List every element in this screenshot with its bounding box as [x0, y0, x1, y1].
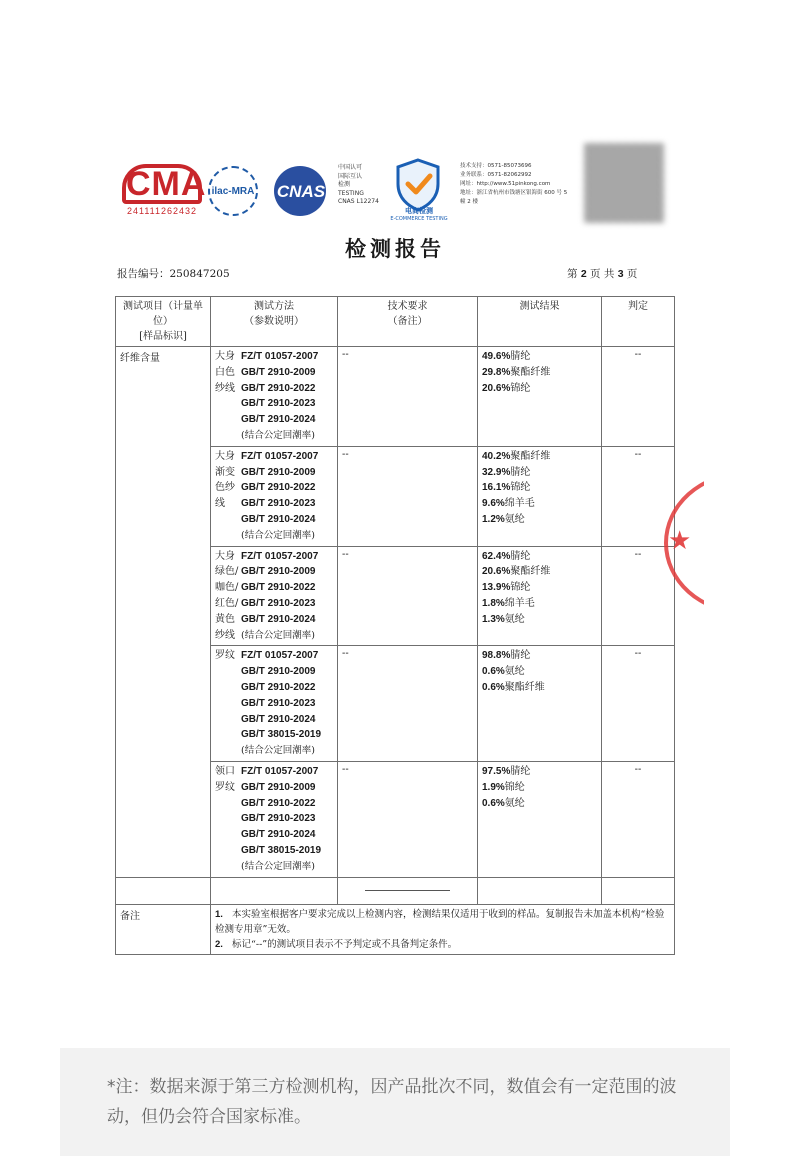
test-item-name: 纤维含量	[120, 353, 160, 364]
result-fiber: 腈纶	[510, 351, 531, 362]
cnas-logo	[268, 166, 334, 216]
standard-code: FZ/T 01057-2007	[241, 450, 319, 462]
method-cell	[211, 446, 338, 546]
result-percent: 16.1%	[482, 482, 511, 494]
standard-code: GB/T 2910-2009	[241, 781, 316, 793]
result-fiber: 氨纶	[504, 613, 525, 625]
result-line	[482, 596, 597, 612]
result-line	[482, 381, 597, 397]
cnas-text-line: CNAS L12274	[338, 198, 379, 205]
header-req-sub: （备注）	[387, 316, 428, 327]
ilac-label: ilac-MRA	[211, 185, 255, 197]
standard-code: GB/T 2910-2024	[241, 713, 316, 725]
method-content	[215, 648, 333, 759]
table-header-row	[116, 297, 675, 347]
requirement-cell: --	[338, 446, 478, 546]
standard-code: GB/T 2910-2009	[241, 666, 316, 678]
result-fiber: 聚酯纤维	[504, 681, 545, 693]
result-line	[482, 612, 597, 628]
standard-code: FZ/T 01057-2007	[241, 550, 319, 562]
moisture-note: (结合公定回潮率)	[241, 429, 315, 441]
result-percent: 49.6%	[482, 351, 511, 362]
page-current: 2	[580, 268, 587, 280]
result-fiber: 锦纶	[510, 582, 531, 594]
result-percent: 20.6%	[482, 566, 511, 578]
cma-mark: CMA	[122, 164, 202, 204]
moisture-note: (结合公定回潮率)	[241, 745, 315, 757]
standard-code: FZ/T 01057-2007	[241, 351, 319, 362]
result-line	[482, 580, 597, 596]
result-percent: 0.6%	[482, 797, 505, 809]
ecommerce-testing-label	[376, 206, 462, 222]
footnote-text: *注：数据来源于第三方检测机构，因产品批次不同，数值会有一定范围的波动，但仍会符合国家标准。	[107, 1077, 677, 1127]
remarks-label: 备注	[116, 904, 211, 954]
spacer-cell	[478, 877, 602, 904]
method-cell	[211, 646, 338, 762]
remark-item	[215, 907, 670, 937]
report-title: 检测报告	[345, 236, 445, 261]
verdict-cell: --	[602, 761, 675, 877]
result-fiber: 锦纶	[510, 382, 531, 394]
verdict-cell: --	[602, 446, 675, 546]
sample-label: 罗纹	[215, 650, 235, 662]
header-method-sub: （参数说明）	[244, 316, 304, 327]
standard-code: GB/T 2910-2023	[241, 398, 316, 410]
standard-code: GB/T 2910-2023	[241, 813, 316, 825]
result-fiber: 锦纶	[510, 482, 531, 494]
sample-label: 大身绿色/咖色/红色/黄色纱线	[215, 550, 239, 641]
result-fiber: 绵羊毛	[504, 597, 535, 609]
result-fiber: 聚酯纤维	[510, 366, 551, 378]
standard-code: GB/T 2910-2022	[241, 681, 316, 693]
cma-logo	[122, 164, 207, 216]
test-results-table	[115, 296, 675, 955]
standard-code: GB/T 2910-2022	[241, 797, 316, 809]
moisture-note: (结合公定回潮率)	[241, 629, 315, 641]
result-percent: 13.9%	[482, 582, 511, 594]
header-requirement	[338, 297, 478, 347]
cnas-text	[338, 164, 388, 207]
result-line	[482, 480, 597, 496]
result-fiber: 锦纶	[504, 781, 525, 793]
header-req-label: 技术要求	[387, 301, 428, 312]
spacer-cell	[602, 877, 675, 904]
header-verdict	[602, 297, 675, 347]
standard-code: GB/T 2910-2024	[241, 513, 316, 525]
requirement-cell: --	[338, 546, 478, 646]
method-content	[215, 449, 333, 544]
standard-list	[241, 764, 321, 875]
contact-line: 网址：http://www.51pinkong.com	[460, 181, 551, 187]
result-fiber: 腈纶	[510, 550, 531, 562]
cma-number: 241111262432	[126, 206, 198, 216]
ecommerce-label: 电商检测	[405, 207, 433, 215]
result-line	[482, 796, 597, 812]
result-percent: 62.4%	[482, 550, 511, 562]
ecommerce-sub: E-COMMERCE TESTING	[390, 216, 448, 222]
remark-text: 标记“--”的测试项目表示不予判定或不具备判定条件。	[232, 938, 458, 950]
header-method	[211, 297, 338, 347]
report-number	[117, 266, 230, 281]
moisture-note: (结合公定回潮率)	[241, 860, 315, 872]
remark-number: 2.	[215, 938, 223, 950]
spacer-cell	[211, 877, 338, 904]
verdict-cell: --	[602, 347, 675, 447]
result-cell	[478, 646, 602, 762]
result-cell	[478, 446, 602, 546]
result-percent: 29.8%	[482, 366, 511, 378]
standard-code: FZ/T 01057-2007	[241, 765, 319, 777]
result-fiber: 氨纶	[504, 666, 525, 678]
standard-list	[241, 449, 318, 544]
contact-line: 幢 2 楼	[460, 199, 478, 205]
method-content	[215, 549, 333, 644]
contact-line: 地址：浙江省杭州市钱塘区银海街 600 号 5	[460, 190, 568, 196]
cnas-text-line: 国际互认	[338, 172, 363, 180]
standard-code: GB/T 2910-2009	[241, 466, 316, 478]
remark-number: 1.	[215, 908, 223, 920]
result-fiber: 绵羊毛	[504, 498, 535, 510]
spacer-cell	[116, 877, 211, 904]
standard-code: GB/T 2910-2024	[241, 613, 316, 625]
standard-code: FZ/T 01057-2007	[241, 650, 319, 662]
result-fiber: 腈纶	[510, 765, 531, 777]
page-indicator	[567, 266, 637, 281]
cnas-label: CNAS	[276, 182, 326, 201]
cnas-text-line: TESTING	[338, 189, 364, 197]
standard-list	[241, 349, 318, 444]
result-cell	[478, 546, 602, 646]
table-row	[116, 347, 675, 447]
standard-list	[241, 648, 321, 759]
result-percent: 98.8%	[482, 650, 511, 662]
result-fiber: 聚酯纤维	[510, 450, 551, 462]
cnas-text-line: 中国认可	[338, 164, 363, 171]
header-result	[478, 297, 602, 347]
remarks-content	[211, 904, 675, 954]
method-content	[215, 349, 333, 444]
result-percent: 97.5%	[482, 765, 511, 777]
result-percent: 1.2%	[482, 513, 505, 525]
result-line	[482, 664, 597, 680]
result-cell	[478, 347, 602, 447]
header-item-sub: [样品标识]	[139, 331, 187, 342]
result-line	[482, 449, 597, 465]
header-verdict-label: 判定	[628, 301, 648, 312]
result-line	[482, 512, 597, 528]
page-middle: 页 共	[590, 268, 615, 280]
page-prefix: 第	[567, 268, 578, 280]
standard-code: GB/T 2910-2023	[241, 597, 316, 609]
header-item	[116, 297, 211, 347]
result-line	[482, 648, 597, 664]
remark-item	[215, 937, 670, 952]
test-item-cell	[116, 347, 211, 878]
method-content	[215, 764, 333, 875]
result-percent: 32.9%	[482, 466, 511, 478]
result-fiber: 氨纶	[504, 513, 525, 525]
result-line	[482, 780, 597, 796]
sample-label: 大身白色纱线	[215, 351, 235, 394]
result-percent: 9.6%	[482, 498, 505, 510]
result-line	[482, 549, 597, 565]
page-suffix: 页	[626, 268, 638, 280]
result-line	[482, 496, 597, 512]
result-percent: 40.2%	[482, 450, 511, 462]
report-header	[118, 138, 678, 228]
result-fiber: 聚酯纤维	[510, 566, 551, 578]
spacer-cell	[338, 877, 478, 904]
result-percent: 1.9%	[482, 781, 505, 793]
page-total: 3	[617, 268, 624, 280]
standard-code: GB/T 2910-2009	[241, 366, 316, 378]
moisture-note: (结合公定回潮率)	[241, 529, 315, 541]
standard-code: GB/T 2910-2009	[241, 566, 316, 578]
result-fiber: 腈纶	[510, 466, 531, 478]
standard-code: GB/T 2910-2023	[241, 498, 316, 510]
sample-label: 领口罗纹	[215, 765, 235, 793]
result-percent: 0.6%	[482, 681, 505, 693]
ilac-mra-logo	[208, 166, 258, 216]
result-cell	[478, 761, 602, 877]
standard-code: GB/T 2910-2022	[241, 482, 316, 494]
standard-code: GB/T 2910-2024	[241, 414, 316, 426]
contact-line: 技术支持：0571-85073696	[460, 163, 532, 169]
header-result-label: 测试结果	[519, 301, 560, 312]
result-fiber: 腈纶	[510, 650, 531, 662]
cnas-text-line: 检测	[338, 181, 351, 188]
result-line	[482, 365, 597, 381]
result-line	[482, 564, 597, 580]
blurred-qr-code	[584, 143, 664, 223]
remarks-row	[116, 904, 675, 954]
standard-list	[241, 549, 318, 644]
verdict-cell: --	[602, 546, 675, 646]
result-percent: 1.8%	[482, 597, 505, 609]
result-percent: 1.3%	[482, 613, 505, 625]
result-percent: 20.6%	[482, 382, 511, 394]
divider-line	[365, 890, 450, 891]
shield-check-icon	[394, 158, 442, 212]
header-item-label: 测试项目（计量单位）	[123, 301, 203, 327]
standard-code: GB/T 2910-2023	[241, 697, 316, 709]
star-icon: ★	[668, 526, 692, 556]
result-line	[482, 349, 597, 365]
header-method-label: 测试方法	[254, 301, 294, 312]
standard-code: GB/T 38015-2019	[241, 844, 322, 856]
method-cell	[211, 347, 338, 447]
remark-text: 本实验室根据客户要求完成以上检测内容，检测结果仅适用于收到的样品。复制报告未加盖本机构“检验检测专用章”无效。	[215, 908, 665, 935]
requirement-cell: --	[338, 347, 478, 447]
result-line	[482, 764, 597, 780]
result-line	[482, 680, 597, 696]
standard-code: GB/T 2910-2022	[241, 382, 316, 394]
result-line	[482, 465, 597, 481]
requirement-cell: --	[338, 646, 478, 762]
table-spacer-row	[116, 877, 675, 904]
verdict-cell: --	[602, 646, 675, 762]
standard-code: GB/T 38015-2019	[241, 729, 322, 741]
contact-info	[460, 162, 586, 207]
result-fiber: 氨纶	[504, 797, 525, 809]
standard-code: GB/T 2910-2024	[241, 829, 316, 841]
method-cell	[211, 761, 338, 877]
report-number-label: 报告编号：	[117, 268, 170, 280]
result-percent: 0.6%	[482, 666, 505, 678]
contact-line: 业务联系：0571-82062992	[460, 172, 532, 178]
requirement-cell: --	[338, 761, 478, 877]
standard-code: GB/T 2910-2022	[241, 582, 316, 594]
report-number-value: 250847205	[169, 268, 230, 280]
sample-label: 大身渐变色纱线	[215, 450, 235, 510]
method-cell	[211, 546, 338, 646]
